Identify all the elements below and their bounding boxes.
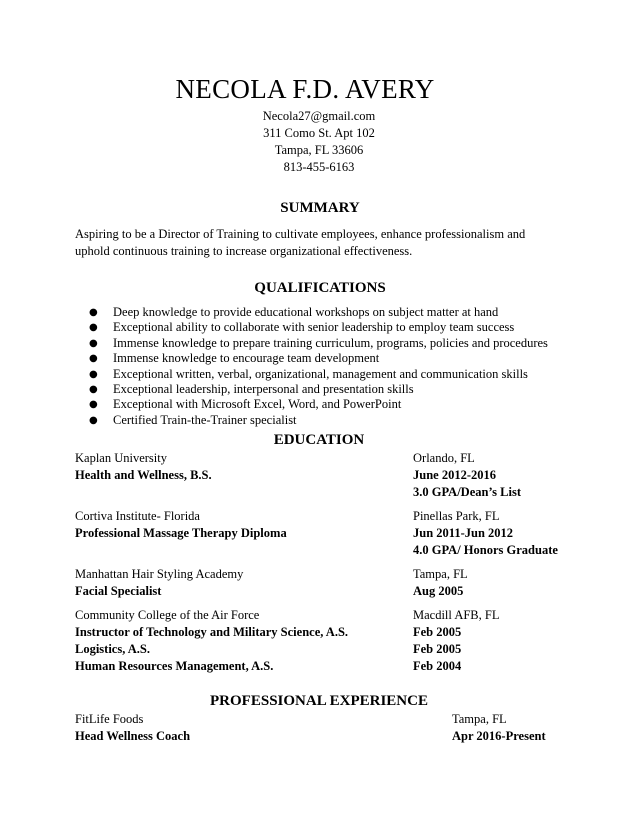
- school-location: Macdill AFB, FL: [413, 608, 500, 622]
- school-location: Tampa, FL: [413, 567, 468, 581]
- degree-title: Facial Specialist: [75, 584, 162, 598]
- experience-heading: PROFESSIONAL EXPERIENCE: [210, 693, 428, 709]
- degree-title: Human Resources Management, A.S.: [75, 659, 274, 673]
- degree-title: Instructor of Technology and Military Science, A.S.: [75, 625, 349, 639]
- bullet-icon: ●: [89, 384, 98, 396]
- school-name: Kaplan University: [75, 451, 167, 465]
- degree-date: Feb 2005: [413, 625, 462, 639]
- school-name: Community College of the Air Force: [75, 608, 260, 622]
- bullet-icon: ●: [89, 414, 98, 426]
- bullet-icon: ●: [89, 368, 98, 380]
- degree-note: 4.0 GPA/ Honors Graduate: [413, 543, 558, 557]
- job-title: Head Wellness Coach: [75, 729, 191, 743]
- degree-date: June 2012-2016: [413, 468, 496, 482]
- school-name: Cortiva Institute- Florida: [75, 509, 200, 523]
- job-date: Apr 2016-Present: [452, 729, 546, 743]
- company-location: Tampa, FL: [452, 712, 507, 726]
- qualifications-heading: QUALIFICATIONS: [254, 280, 386, 296]
- school-location: Orlando, FL: [413, 451, 475, 465]
- address-line-2: Tampa, FL 33606: [274, 143, 364, 157]
- phone-text: 813-455-6163: [283, 160, 355, 174]
- qualifications-list: [75, 305, 575, 428]
- education-heading: EDUCATION: [273, 432, 365, 448]
- list-item: ● Certified Train-the-Trainer specialist: [89, 412, 297, 427]
- degree-date: Jun 2011-Jun 2012: [413, 526, 514, 540]
- list-item: ● Immense knowledge to encourage team development: [89, 351, 380, 366]
- list-item: ● Exceptional ability to collaborate with senior leadership to employ team success: [89, 320, 515, 335]
- school-location: Pinellas Park, FL: [413, 509, 500, 523]
- bullet-icon: ●: [89, 353, 98, 365]
- list-item: ● Deep knowledge to provide educational workshops on subject matter at hand: [89, 305, 499, 319]
- list-item: ● Exceptional written, verbal, organizational, management and communication skills: [89, 366, 528, 381]
- degree-title: Logistics, A.S.: [75, 642, 151, 656]
- bullet-icon: ●: [89, 337, 98, 349]
- contact-block: [0, 108, 638, 176]
- degree-title: Professional Massage Therapy Diploma: [75, 526, 287, 540]
- candidate-name: NECOLA F.D. AVERY: [175, 74, 435, 104]
- bullet-icon: ●: [89, 322, 98, 334]
- degree-title: Health and Wellness, B.S.: [75, 468, 212, 482]
- bullet-icon: ●: [89, 399, 98, 411]
- list-item: ● Exceptional with Microsoft Excel, Word, and PowerPoint: [89, 397, 402, 412]
- summary-heading: SUMMARY: [280, 200, 360, 216]
- list-item: ● Immense knowledge to prepare training curriculum, programs, policies and procedures: [89, 335, 548, 350]
- company-name: FitLife Foods: [75, 712, 144, 726]
- degree-note: 3.0 GPA/Dean’s List: [413, 485, 521, 499]
- list-item: ● Exceptional leadership, interpersonal and presentation skills: [89, 382, 414, 397]
- address-line-1: 311 Como St. Apt 102: [263, 126, 375, 140]
- degree-date: Aug 2005: [413, 584, 464, 598]
- school-name: Manhattan Hair Styling Academy: [75, 567, 244, 581]
- summary-text: Aspiring to be a Director of Training to cultivate employees, enhance professionalism and uphold continuous training to increase organizational effectiveness.: [75, 227, 526, 258]
- degree-date: Feb 2004: [413, 659, 462, 673]
- degree-date: Feb 2005: [413, 642, 462, 656]
- email-text: Necola27@gmail.com: [262, 109, 376, 123]
- bullet-icon: ●: [89, 307, 98, 318]
